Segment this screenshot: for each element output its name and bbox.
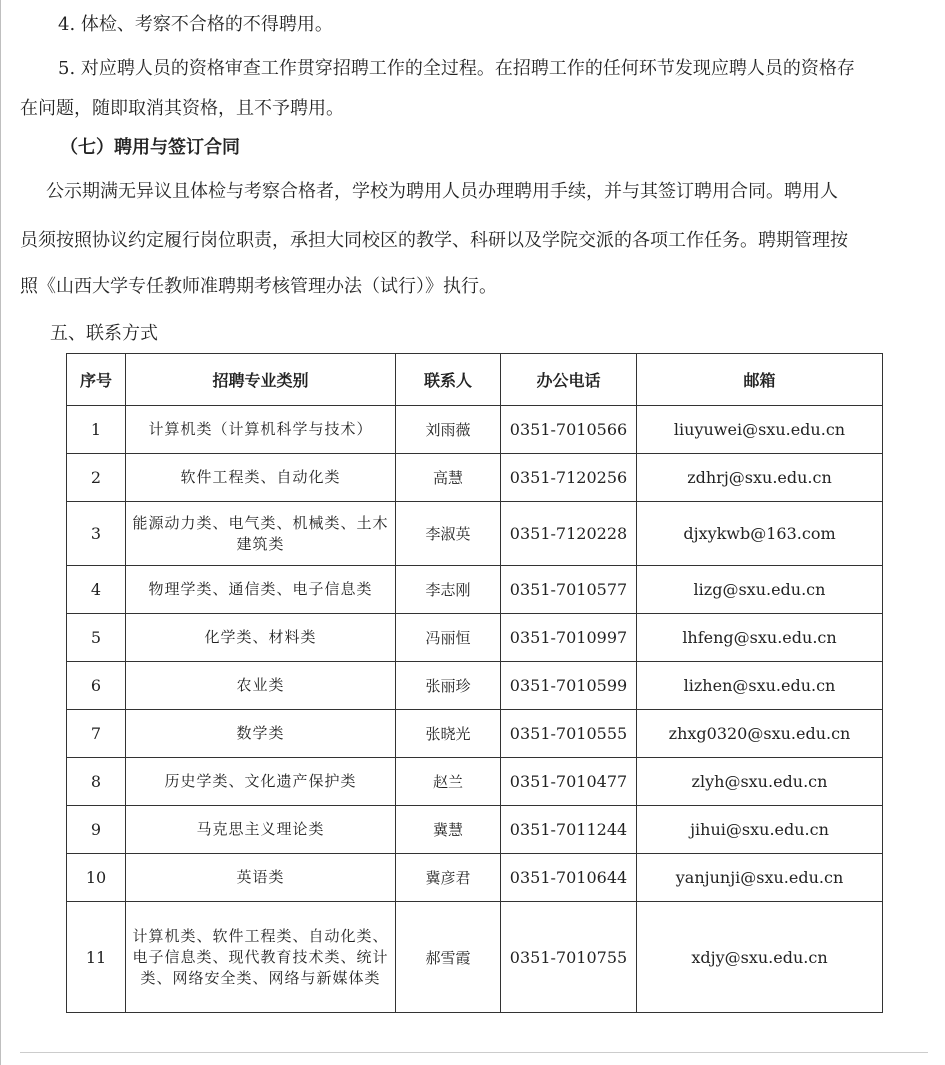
header-contact: 联系人 [396, 354, 501, 406]
row-phone: 0351-7120228 [501, 502, 637, 566]
row-phone: 0351-7010755 [501, 902, 637, 1013]
header-email: 邮箱 [637, 354, 883, 406]
row-phone: 0351-7010477 [501, 758, 637, 806]
row-phone: 0351-7010566 [501, 406, 637, 454]
row-phone: 0351-7010997 [501, 614, 637, 662]
row-email[interactable]: lizg@sxu.edu.cn [637, 566, 883, 614]
header-category: 招聘专业类别 [126, 354, 396, 406]
row-email[interactable]: lizhen@sxu.edu.cn [637, 662, 883, 710]
row-category: 农业类 [126, 662, 396, 710]
row-contact: 李淑英 [396, 502, 501, 566]
table-row [67, 406, 883, 454]
table-row [67, 902, 883, 1013]
row-contact: 郝雪霞 [396, 902, 501, 1013]
table-row [67, 502, 883, 566]
row-email[interactable]: liuyuwei@sxu.edu.cn [637, 406, 883, 454]
rule-item-5-line2: 在问题，随即取消其资格，且不予聘用。 [20, 98, 344, 119]
row-category: 历史学类、文化遗产保护类 [126, 758, 396, 806]
row-contact: 张丽珍 [396, 662, 501, 710]
row-index: 7 [67, 710, 126, 758]
row-category: 计算机类（计算机科学与技术） [126, 406, 396, 454]
section-7-heading: （七）聘用与签订合同 [60, 137, 240, 158]
row-index: 6 [67, 662, 126, 710]
row-phone: 0351-7010644 [501, 854, 637, 902]
row-index: 3 [67, 502, 126, 566]
row-category: 马克思主义理论类 [126, 806, 396, 854]
row-email[interactable]: zhxg0320@sxu.edu.cn [637, 710, 883, 758]
row-index: 5 [67, 614, 126, 662]
rule-item-5-line1: 5. 对应聘人员的资格审查工作贯穿招聘工作的全过程。在招聘工作的任何环节发现应聘人员的资格存 [58, 58, 855, 79]
section-7-line1: 公示期满无异议且体检与考察合格者，学校为聘用人员办理聘用手续，并与其签订聘用合同。聘用人 [46, 181, 838, 202]
row-category: 物理学类、通信类、电子信息类 [126, 566, 396, 614]
row-contact: 张晓光 [396, 710, 501, 758]
table-row [67, 662, 883, 710]
rule-item-4: 4. 体检、考察不合格的不得聘用。 [58, 14, 333, 35]
row-phone: 0351-7010599 [501, 662, 637, 710]
row-category: 能源动力类、电气类、机械类、土木建筑类 [126, 502, 396, 566]
row-phone: 0351-7010555 [501, 710, 637, 758]
row-category: 软件工程类、自动化类 [126, 454, 396, 502]
header-phone: 办公电话 [501, 354, 637, 406]
row-index: 2 [67, 454, 126, 502]
row-email[interactable]: yanjunji@sxu.edu.cn [637, 854, 883, 902]
bottom-divider [20, 1052, 928, 1053]
row-email[interactable]: jihui@sxu.edu.cn [637, 806, 883, 854]
row-email[interactable]: lhfeng@sxu.edu.cn [637, 614, 883, 662]
table-row [67, 566, 883, 614]
row-index: 1 [67, 406, 126, 454]
row-category: 英语类 [126, 854, 396, 902]
row-phone: 0351-7011244 [501, 806, 637, 854]
row-index: 10 [67, 854, 126, 902]
row-phone: 0351-7120256 [501, 454, 637, 502]
page-left-border [0, 0, 1, 1065]
table-row [67, 614, 883, 662]
row-category: 数学类 [126, 710, 396, 758]
row-index: 4 [67, 566, 126, 614]
row-contact: 刘雨薇 [396, 406, 501, 454]
header-index: 序号 [67, 354, 126, 406]
table-row [67, 758, 883, 806]
table-row [67, 454, 883, 502]
row-contact: 冀彦君 [396, 854, 501, 902]
table-row [67, 854, 883, 902]
row-category: 计算机类、软件工程类、自动化类、电子信息类、现代教育技术类、统计类、网络安全类、网络与新媒体类 [126, 902, 396, 1013]
row-email[interactable]: djxykwb@163.com [637, 502, 883, 566]
row-index: 11 [67, 902, 126, 1013]
row-email[interactable]: zdhrj@sxu.edu.cn [637, 454, 883, 502]
row-contact: 赵兰 [396, 758, 501, 806]
row-index: 8 [67, 758, 126, 806]
row-contact: 冀慧 [396, 806, 501, 854]
section-5-heading: 五、联系方式 [50, 323, 158, 344]
table-row [67, 806, 883, 854]
section-7-line3: 照《山西大学专任教师准聘期考核管理办法（试行）》执行。 [20, 276, 497, 297]
contact-table [66, 353, 883, 1013]
row-category: 化学类、材料类 [126, 614, 396, 662]
section-7-line2: 员须按照协议约定履行岗位职责，承担大同校区的教学、科研以及学院交派的各项工作任务。聘期管理按 [20, 230, 848, 251]
row-phone: 0351-7010577 [501, 566, 637, 614]
row-contact: 李志刚 [396, 566, 501, 614]
table-header-row [67, 354, 883, 406]
row-contact: 高慧 [396, 454, 501, 502]
table-row [67, 710, 883, 758]
row-email[interactable]: zlyh@sxu.edu.cn [637, 758, 883, 806]
row-index: 9 [67, 806, 126, 854]
row-email[interactable]: xdjy@sxu.edu.cn [637, 902, 883, 1013]
row-contact: 冯丽恒 [396, 614, 501, 662]
